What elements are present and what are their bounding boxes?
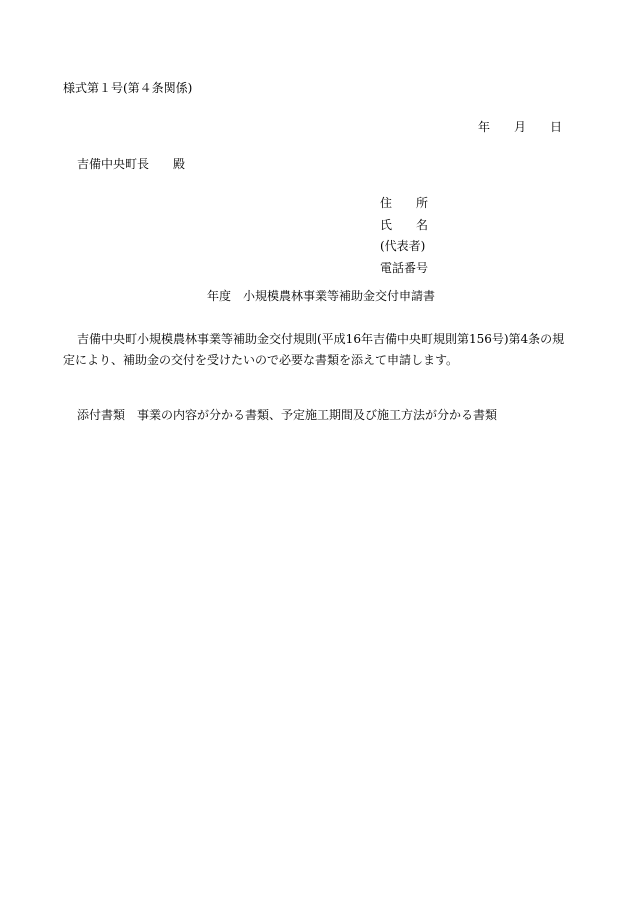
attachments-line <box>77 409 497 421</box>
date-year-label: 年 <box>478 120 491 134</box>
date-day-label: 日 <box>550 120 563 134</box>
name-label-1: 氏 <box>380 217 393 232</box>
applicant-representative-row <box>380 240 428 262</box>
name-label-2: 名 <box>416 217 429 232</box>
applicant-phone-row <box>380 262 428 284</box>
form-number-label: 様式第１号(第４条関係) <box>63 81 193 95</box>
body-paragraph <box>63 329 573 371</box>
representative-label: (代表者) <box>380 239 426 253</box>
applicant-block <box>380 197 428 283</box>
addressee-honorific: 殿 <box>173 157 186 171</box>
address-label-2: 所 <box>416 196 429 210</box>
phone-label: 電話番号 <box>380 260 429 275</box>
date-line <box>478 121 562 133</box>
fiscal-year-label: 年度 <box>207 289 232 303</box>
addressee <box>77 158 185 170</box>
applicant-address-row <box>380 197 428 219</box>
attachments-content: 事業の内容が分かる書類、予定施工期間及び施工方法が分かる書類 <box>137 408 498 422</box>
body-text: 吉備中央町小規模農林事業等補助金交付規則(平成16年吉備中央町規則第156号)第4条の規定により、補助金の交付を受けたいので必要な書類を添えて申請します。 <box>63 332 565 367</box>
document-title <box>207 290 435 302</box>
address-label-1: 住 <box>380 196 393 210</box>
title-text: 小規模農林事業等補助金交付申請書 <box>243 289 436 303</box>
applicant-name-row <box>380 219 428 241</box>
date-month-label: 月 <box>514 120 527 134</box>
attachments-label: 添付書類 <box>77 408 126 422</box>
addressee-name: 吉備中央町長 <box>77 157 150 171</box>
